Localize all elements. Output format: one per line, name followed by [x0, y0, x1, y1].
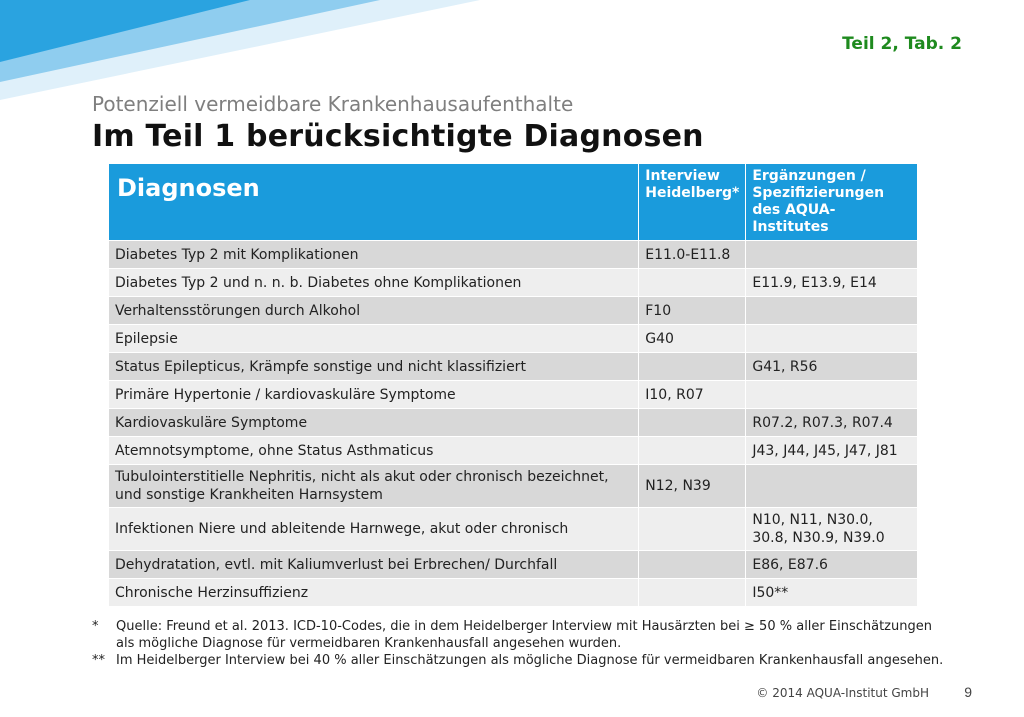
table-header-row: [109, 164, 918, 241]
page-number: 9: [964, 684, 972, 700]
cell-diagnose: Tubulointerstitielle Nephritis, nicht als akut oder chronisch bezeichnet, und sonstige Krankheiten Harnsystem: [109, 465, 639, 508]
footnote-mark: **: [92, 653, 105, 668]
cell-interview: [639, 409, 746, 437]
table-row: [109, 325, 918, 353]
table-row: [109, 465, 918, 508]
cell-diagnose: Atemnotsymptome, ohne Status Asthmaticus: [109, 437, 639, 465]
cell-diagnose: Epilepsie: [109, 325, 639, 353]
cell-interview: N12, N39: [639, 465, 746, 508]
cell-diagnose: Infektionen Niere und ableitende Harnwege, akut oder chronisch: [109, 508, 639, 551]
cell-interview: F10: [639, 297, 746, 325]
header-aqua: Ergänzungen / Spezifizierungen des AQUA-Institutes: [746, 164, 918, 241]
table-row: [109, 269, 918, 297]
footnote-text: Im Heidelberger Interview bei 40 % aller Einschätzungen als mögliche Diagnose für vermeidbaren Krankenhausfall angesehen.: [116, 653, 944, 668]
cell-interview: I10, R07: [639, 381, 746, 409]
cell-aqua: R07.2, R07.3, R07.4: [746, 409, 918, 437]
cell-aqua: I50**: [746, 579, 918, 607]
table-row: [109, 551, 918, 579]
cell-diagnose: Primäre Hypertonie / kardiovaskuläre Symptome: [109, 381, 639, 409]
cell-aqua: E11.9, E13.9, E14: [746, 269, 918, 297]
footnotes: [92, 618, 952, 669]
cell-aqua: E86, E87.6: [746, 551, 918, 579]
slide-subtitle: Potenziell vermeidbare Krankenhausaufenthalte: [92, 92, 574, 116]
table-row: [109, 297, 918, 325]
table-row: [109, 353, 918, 381]
slide-tag: Teil 2, Tab. 2: [842, 34, 962, 54]
diagnoses-table: [108, 163, 918, 607]
cell-interview: [639, 353, 746, 381]
cell-aqua: [746, 297, 918, 325]
table-row: [109, 409, 918, 437]
cell-diagnose: Dehydratation, evtl. mit Kaliumverlust bei Erbrechen/ Durchfall: [109, 551, 639, 579]
cell-diagnose: Diabetes Typ 2 mit Komplikationen: [109, 241, 639, 269]
cell-aqua: [746, 241, 918, 269]
footnote: [92, 652, 952, 669]
cell-interview: [639, 551, 746, 579]
cell-diagnose: Verhaltensstörungen durch Alkohol: [109, 297, 639, 325]
cell-interview: G40: [639, 325, 746, 353]
cell-diagnose: Diabetes Typ 2 und n. n. b. Diabetes ohne Komplikationen: [109, 269, 639, 297]
cell-diagnose: Kardiovaskuläre Symptome: [109, 409, 639, 437]
cell-aqua: J43, J44, J45, J47, J81: [746, 437, 918, 465]
cell-aqua: N10, N11, N30.0, 30.8, N30.9, N39.0: [746, 508, 918, 551]
footnote: [92, 618, 952, 652]
footnote-mark: *: [92, 619, 99, 634]
corner-decoration: [0, 0, 480, 100]
header-diagnosen: Diagnosen: [109, 164, 639, 241]
table-row: [109, 508, 918, 551]
footnote-text: Quelle: Freund et al. 2013. ICD-10-Codes, die in dem Heidelberger Interview mit Hausärzten bei ≥ 50 % aller Einschätzungen als mögliche Diagnose für vermeidbaren Krankenhausfall angesehen wurden.: [116, 619, 932, 651]
cell-interview: [639, 437, 746, 465]
cell-aqua: [746, 381, 918, 409]
slide-title: Im Teil 1 berücksichtigte Diagnosen: [92, 119, 704, 154]
copyright: © 2014 AQUA-Institut GmbH: [756, 686, 929, 700]
table-row: [109, 241, 918, 269]
table-row: [109, 437, 918, 465]
header-interview: Interview Heidelberg*: [639, 164, 746, 241]
cell-interview: [639, 579, 746, 607]
cell-diagnose: Chronische Herzinsuffizienz: [109, 579, 639, 607]
table-row: [109, 381, 918, 409]
cell-interview: [639, 269, 746, 297]
cell-diagnose: Status Epilepticus, Krämpfe sonstige und nicht klassifiziert: [109, 353, 639, 381]
cell-aqua: G41, R56: [746, 353, 918, 381]
cell-interview: E11.0-E11.8: [639, 241, 746, 269]
table-row: [109, 579, 918, 607]
cell-interview: [639, 508, 746, 551]
cell-aqua: [746, 325, 918, 353]
cell-aqua: [746, 465, 918, 508]
